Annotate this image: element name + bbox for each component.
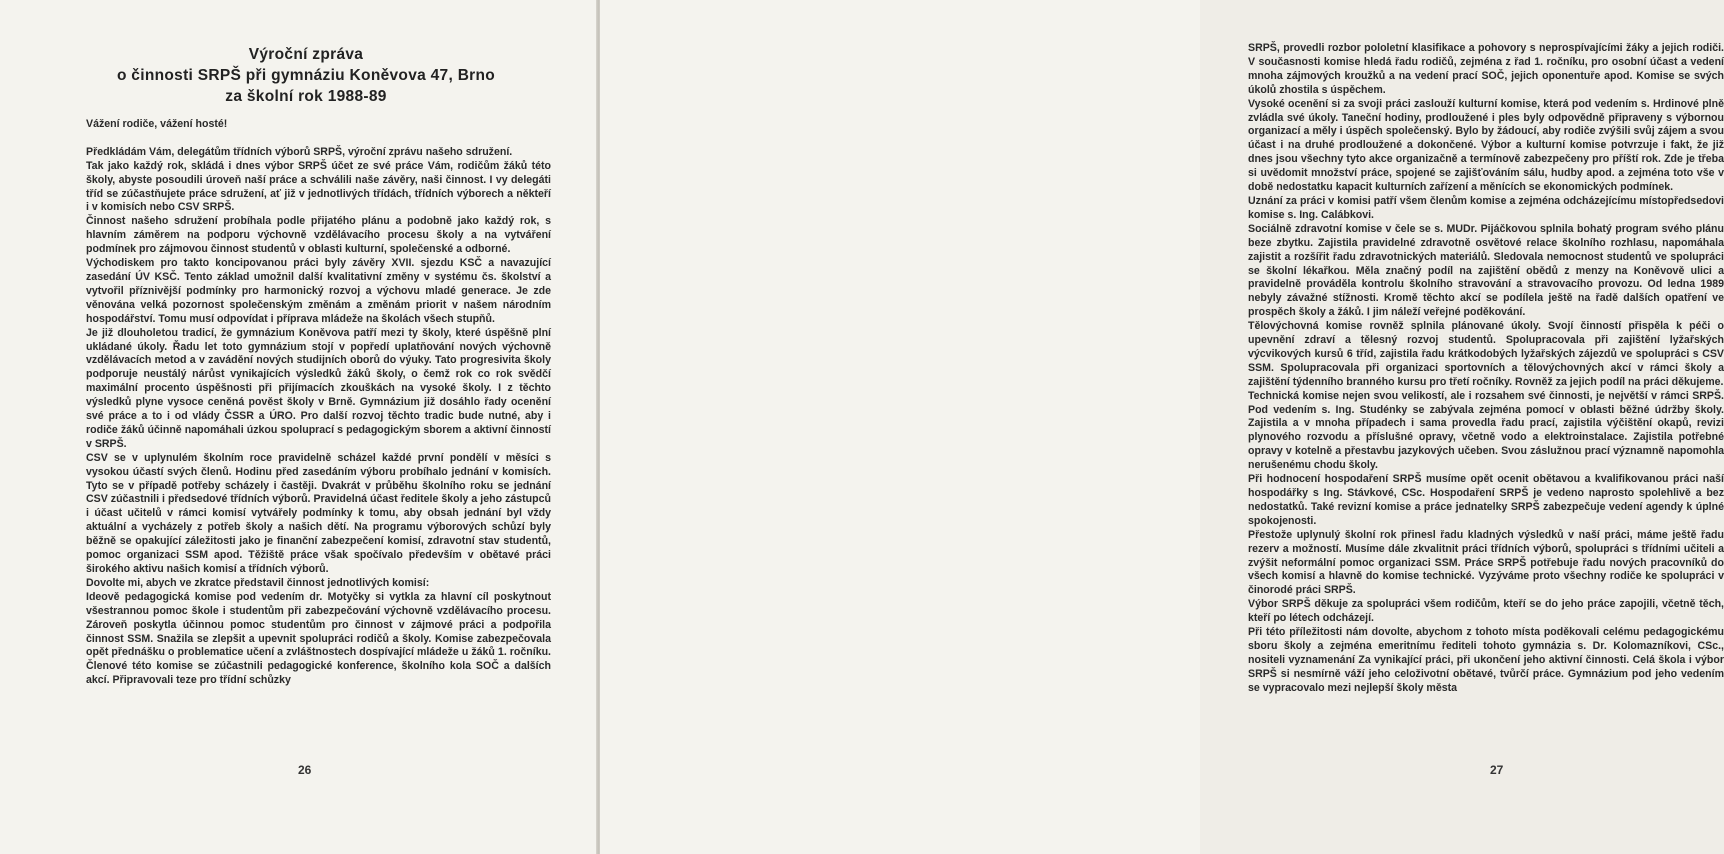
report-title-line-3: za školní rok 1988-89	[225, 88, 387, 105]
right-page	[600, 0, 1724, 854]
report-title-line-1: Výroční zpráva	[248, 46, 364, 63]
right-page-body-text: SRPŠ, provedli rozbor pololetní klasifikace a pohovory s neprospívajícími žáky a jejich rodiči. V současnosti komise hledá řadu rodičů, zejména z řad 1. ročníku, pro osobní účast a vedení mnoha zájmových kroužků a na vedení prací SOČ, jejich oponentuře apod. Komise se svých úkolů zhostila s úspěchem. Vysoké ocenění si za svoji práci zaslouží kulturní komise, která pod vedením s. Hrdinové plně zvládla své úkoly. Taneční hodiny, prodloužené i ples byly odpovědně připraveny s výbornou organizací a měly i úspěch společenský. Bylo by žádoucí, aby rodiče zvýšili svůj zájem a svou účast i na druhé prodloužené a dokončené. Výbor a kulturní komise potvrzuje i fakt, že již dnes jsou všechny tyto akce organizačně a termínově zabezpečeny pro příští rok. Zde je třeba si uvědomit množství práce, spojené se zajišťováním sálu, hudby apod. a zejména toto vše v době nedostatku kapacit kulturních zařízení a měnících se ekonomických podmínek. Uznání za práci v komisi patří všem členům komise a zejména odcházejícímu místopředsedovi komise s. Ing. Calábkovi. Sociálně zdravotní komise v čele se s. MUDr. Pijáčkovou splnila bohatý program svého plánu beze zbytku. Zajistila pravidelné zdravotně osvětové relace školního rozhlasu, napomáhala zajistit a rozšířit řadu zdravotnických materiálů. Sledovala nemocnost studentů ve spolupráci se školní lékařkou. Měla značný podíl na zajištění obědů z menzy na Koněvově ulici a pravidelně prováděla kontrolu školního stravování a stravovacího provozu. Od ledna 1989 nebyly závažné stížnosti. Kromě těchto akcí se podílela ještě na řadě dalších opatření ve prospěch školy a žáků. I jim náleží veřejné poděkování. Tělovýchovná komise rovněž splnila plánované úkoly. Svojí činností přispěla k péči o upevnění zdraví a tělesný rozvoj studentů. Spolupracovala při zajištění lyžařských výcvikových kursů 6 tříd, zajistila řadu krátkodobých lyžařských zájezdů ve spolupráci s CSV SSM. Spolupracovala při organizaci sportovních a tělovýchovných akcí v rámci školy a zajištění týdenního branného kursu pro třetí ročníky. Rovněž za jejich podíl na práci děkujeme. Technická komise nejen svou velikostí, ale i rozsahem své činnosti, je největší v rámci SRPŠ. Pod vedením s. Ing. Studénky se zabývala zejména pomocí v oblasti běžné údržby školy. Zajistila a v mnoha případech i sama provedla řadu prací, zajistila výčištění okapů, revizi plynového rozvodu a příslušné opravy, včetně vodo a elektroinstalace. Zajistila potřebné opravy v kotelně a přestavbu jazykových učeben. Svou záslužnou prací významně napomohla nerušenému chodu školy. Při hodnocení hospodaření SRPŠ musíme opět ocenit obětavou a kvalifikovanou práci naší hospodářky s Ing. Stávkové, CSc. Hospodaření SRPŠ je vedeno naprosto spolehlivě a bez nedostatků. Také revizní komise a práce jednatelky SRPŠ zabezpečuje vedení agendy k úplné spokojenosti. Přestože uplynulý školní rok přinesl řadu kladných výsledků v naší práci, máme ještě řadu rezerv a možností. Musíme dále zkvalitnit práci třídních výborů, spolupráci s třídními učiteli a zvýšit neformální pomoc organizaci SSM. Práce SRPŠ potřebuje řadu nových pracovníků do všech komisí a hlavně do komise technické. Vyzýváme proto všechny rodiče ke spolupráci v činorodé práci SRPŠ. Výbor SRPŠ děkuje za spolupráci všem rodičům, kteří se do jeho práce zapojili, včetně těch, kteří po létech odcházejí. Při této příležitosti nám dovolte, abychom z tohoto místa poděkovali celému pedagogickému sboru školy a zejména emeritnímu řediteli tohoto gymnázia s. Dr. Kolomazníkovi, CSc., nositeli vyznamenání Za vynikající práci, při ukončení jeho aktivní činnosti. Celá škola i výbor SRPŠ si nesmírně váží jeho celoživotní obětavé, tvůrčí práce. Gymnázium pod jeho vedením se vypracovalo mezi nejlepší školy města	[1248, 42, 1724, 694]
page-number-right: 27	[1490, 763, 1504, 777]
left-page	[0, 0, 597, 854]
report-title-line-2: o činnosti SRPŠ při gymnáziu Koněvova 47, Brno	[116, 67, 496, 84]
page-number-left: 26	[298, 763, 312, 777]
left-page-body-text: Vážení rodiče, vážení hosté! Předkládám Vám, delegátům třídních výborů SRPŠ, výroční zprávu našeho sdružení. Tak jako každý rok, skládá i dnes výbor SRPŠ účet ze své práce Vám, rodičům žáků této školy, abyste posoudili úroveň naší práce a schválili naše závěry, naši činnost. I vy delegáti tříd se zúčastňujete práce sdružení, ať již v jednotlivých třídách, třídních výborech a někteří i v komisích nebo CSV SRPŠ. Činnost našeho sdružení probíhala podle přijatého plánu a podobně jako každý rok, s hlavním záměrem na podporu výchovně vzdělávacího procesu školy a na vytváření podmínek pro zájmovou činnost studentů v oblasti kulturní, společenské a odborné. Východiskem pro takto koncipovanou práci byly závěry XVII. sjezdu KSČ a navazující zasedání ÚV KSČ. Tento základ umožnil další kvalitativní změny v systému čs. školství a vytvořil příznivější podmínky pro harmonický rozvoj a výchovu mladé generace. Je zde věnována velká pozornost společenským změnám a změnám priorit v našem národním hospodářství. Tomu musí odpovídat i příprava mládeže na školách všech stupňů. Je již dlouholetou tradicí, že gymnázium Koněvova patří mezi ty školy, které úspěšně plní ukládané úkoly. Řadu let toto gymnázium stojí v popředí uplatňování nových výchovně vzdělávacích metod a v zavádění nových studijních oborů do výuky. Tato progresivita školy podporuje neustálý nárůst vynikajících výsledků žáků školy, o čemž rok co rok svědčí maximální procento úspěšnosti při přijímacích zkouškách na vysoké školy. I z těchto výsledků plyne vysoce ceněná pověst školy v Brně. Gymnázium již dosáhlo řady ocenění své práce a to i od vlády ČSSR a ÚRO. Pro další rozvoj těchto tradic bude nutné, aby i rodiče žáků účinně napomáhali úzkou spoluprací s pedagogickým sborem a aktivní činností v SRPŠ. CSV se v uplynulém školním roce pravidelně scházel každé první pondělí v měsíci s vysokou účastí svých členů. Hodinu před zasedáním výboru probíhalo jednání v komisích. Tyto se v případě potřeby scházely i častěji. Dvakrát v průběhu školního roku se jednání CSV zúčastnili i předsedové třídních výborů. Pravidelná účast ředitele školy a jeho zástupců i účast učitelů v rámci komisí vytvářely podmínky k tomu, aby obsah jednání byl vždy aktuální a vycházely z potřeb školy a našich dětí. Na programu výborových schůzí byly běžně se opakující záležitosti jako je finanční zabezpečení komisí, zdravotní stav studentů, pomoc organizaci SSM apod. Těžiště práce však spočívalo především v obětavé práci širokého aktivu našich komisí a třídních výborů. Dovolte mi, abych ve zkratce představil činnost jednotlivých komisí: Ideově pedagogická komise pod vedením dr. Motyčky si vytkla za hlavní cíl poskytnout všestrannou pomoc škole i studentům při zabezpečování výchovně vzdělávacího procesu. Zároveň poskytla účinnou pomoc studentům pro činnost v zájmové práci a podpořila činnost SSM. Snažila se zlepšit a upevnit spolupráci rodičů a školy. Komise zabezpečovala opět přednášku o problematice učení a zvláštnostech dospívající mládeže u žáků 1. ročníku. Členové této komise se zúčastnili pedagogické konference, školního kola SOČ a dalších akcí. Připravovali teze pro třídní schůzky	[86, 118, 551, 687]
